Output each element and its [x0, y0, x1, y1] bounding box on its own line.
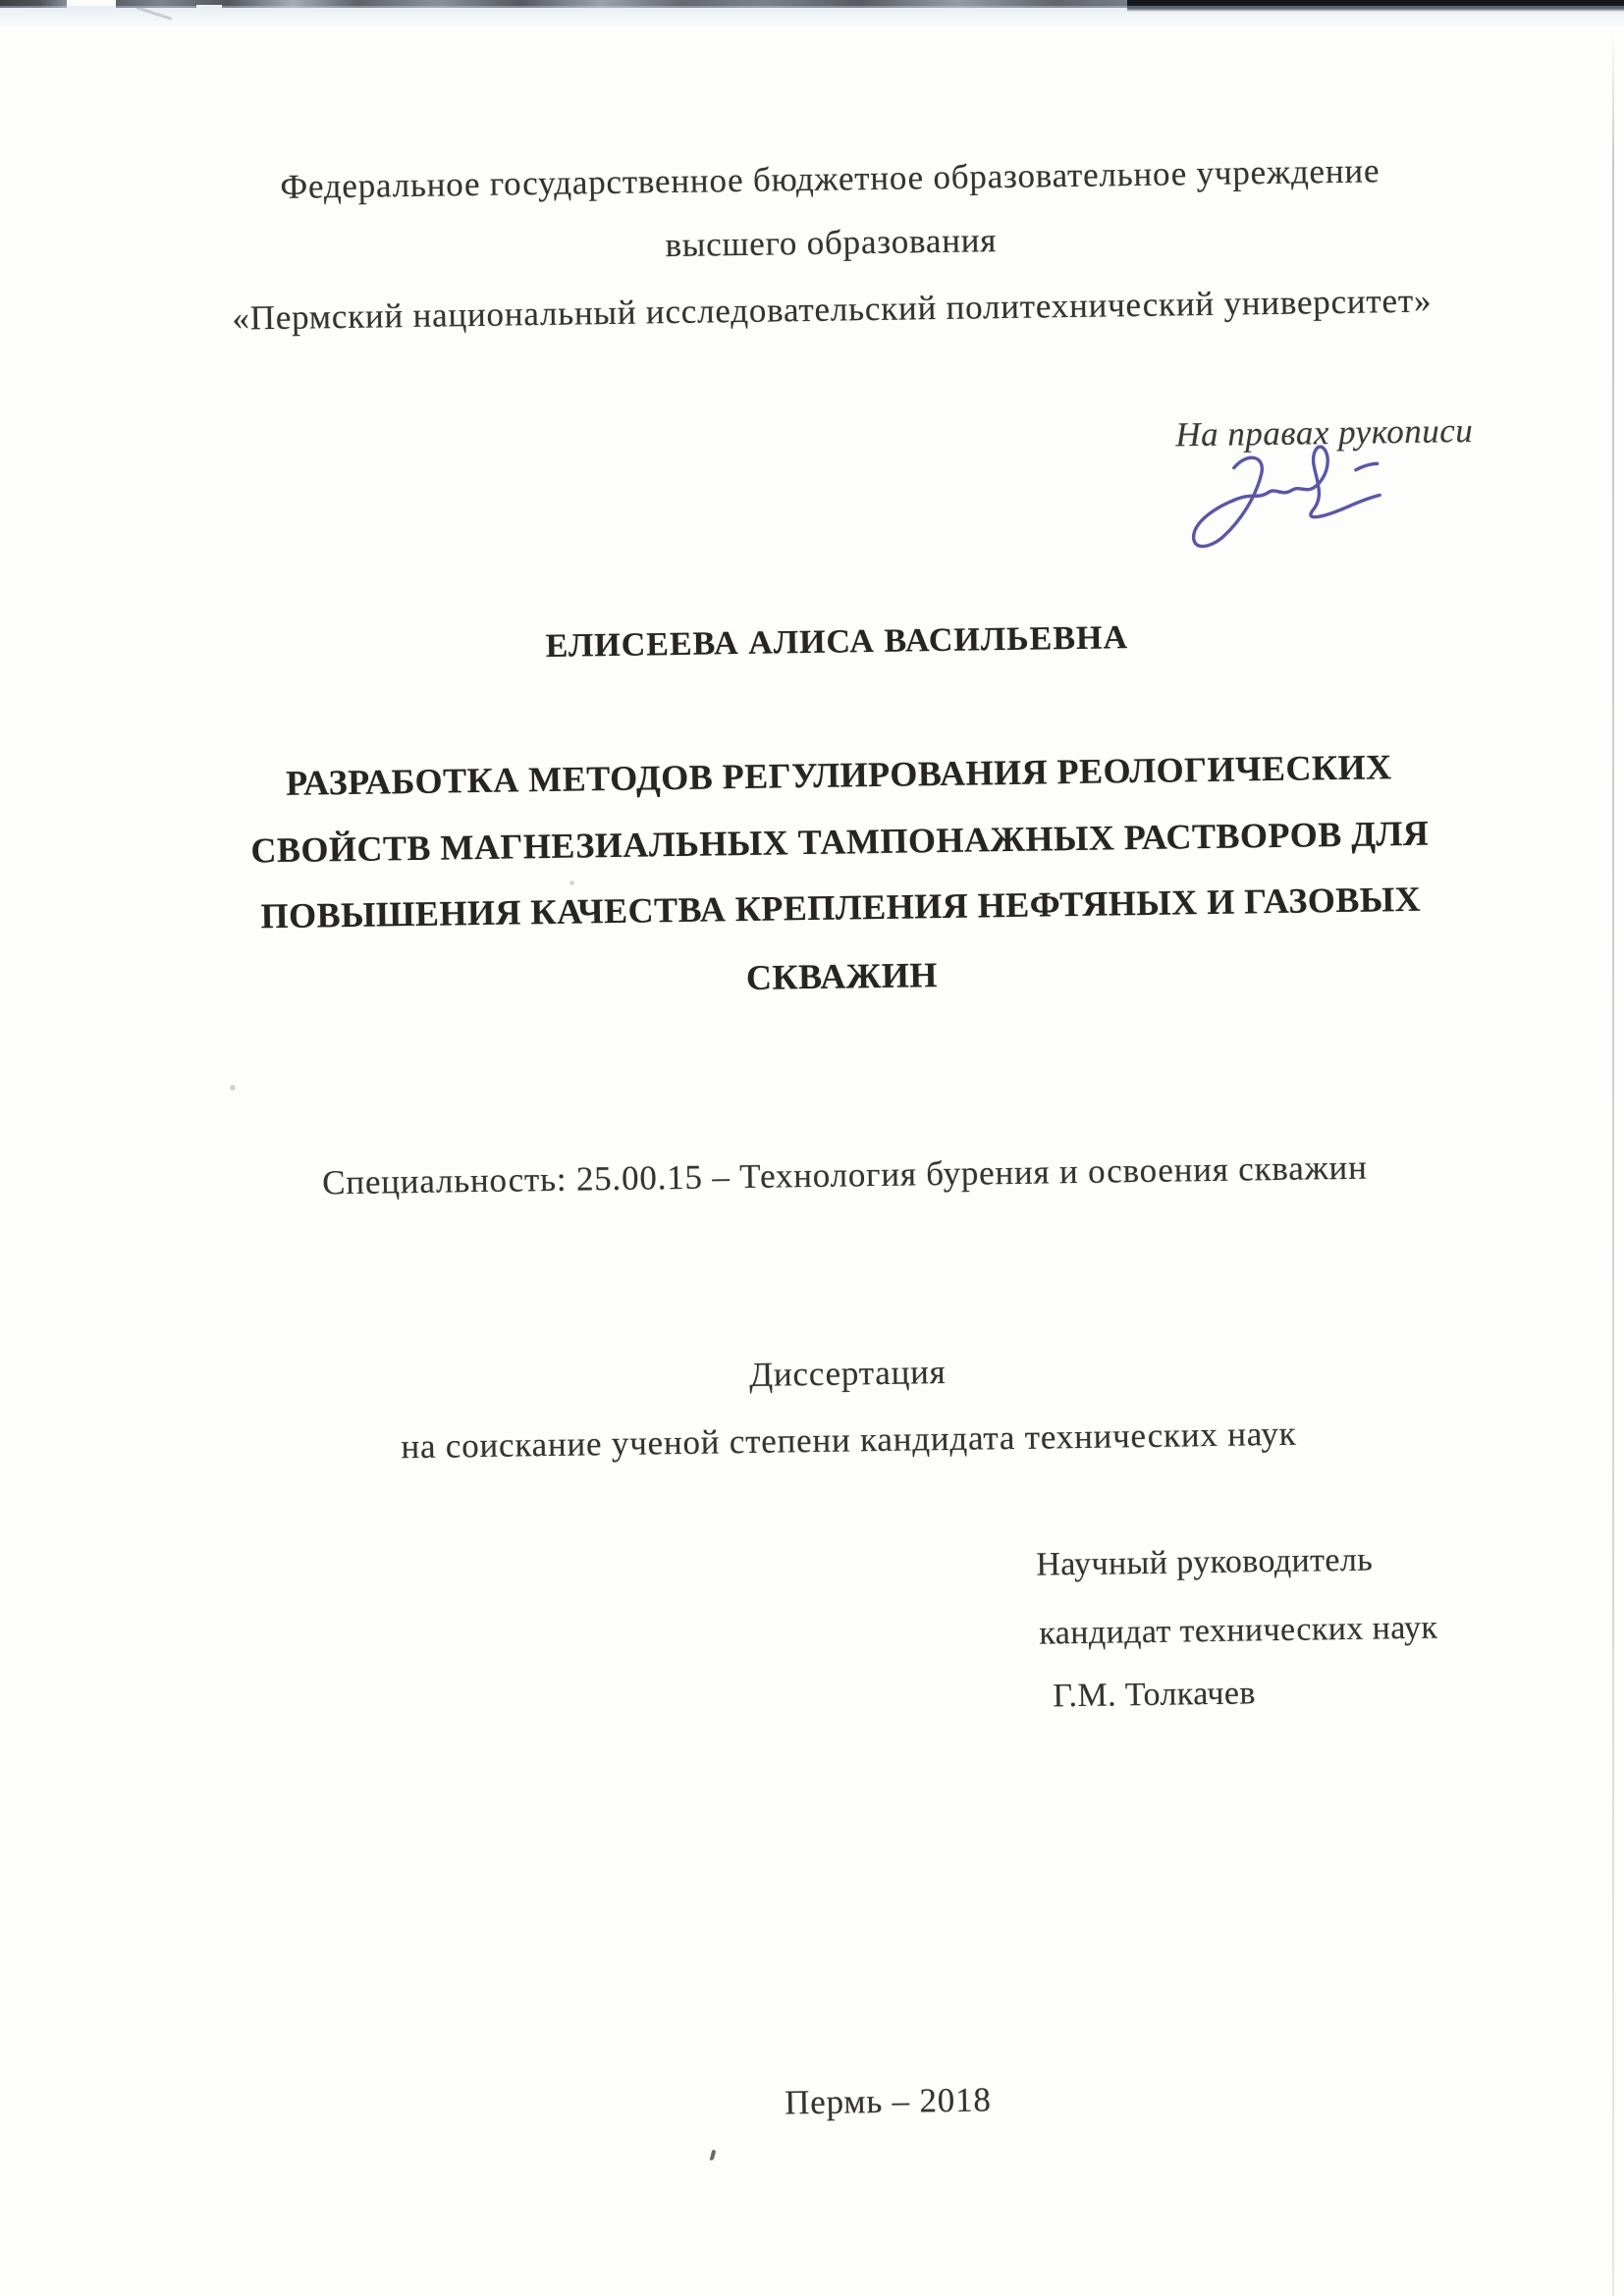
- institution-line-2: высшего образования: [665, 221, 998, 265]
- author-name: ЕЛИСЕЕВА АЛИСА ВАСИЛЬЕВНА: [545, 619, 1129, 665]
- thesis-type-line-1: Диссертация: [748, 1353, 947, 1394]
- specialty-line: Специальность: 25.00.15 – Технология бурения и освоения скважин: [321, 1148, 1368, 1202]
- supervisor-degree: кандидат технических наук: [1039, 1609, 1438, 1652]
- signature-icon: [1182, 438, 1395, 563]
- supervisor-name: Г.М. Толкачев: [1053, 1675, 1257, 1715]
- thesis-type-line-2: на соискание ученой степени кандидата технических наук: [401, 1414, 1297, 1467]
- thesis-title-line-3: ПОВЫШЕНИЯ КАЧЕСТВА КРЕПЛЕНИЯ НЕФТЯНЫХ И ГАЗОВЫХ: [260, 879, 1422, 936]
- city-year-line: Пермь – 2018: [784, 2080, 992, 2122]
- supervisor-role: Научный руководитель: [1036, 1541, 1374, 1583]
- thesis-title-line-1: РАЗРАБОТКА МЕТОДОВ РЕГУЛИРОВАНИЯ РЕОЛОГИЧЕСКИХ: [285, 747, 1392, 803]
- institution-line-3: «Пермский национальный исследовательский политехнический университет»: [232, 281, 1433, 338]
- manuscript-rights-note: На правах рукописи: [1175, 410, 1474, 454]
- institution-line-1: Федеральное государственное бюджетное образовательное учреждение: [280, 151, 1380, 206]
- thesis-title-line-2: СВОЙСТВ МАГНЕЗИАЛЬНЫХ ТАМПОНАЖНЫХ РАСТВОРОВ ДЛЯ: [250, 813, 1430, 871]
- thesis-title-line-4: СКВАЖИН: [745, 955, 939, 997]
